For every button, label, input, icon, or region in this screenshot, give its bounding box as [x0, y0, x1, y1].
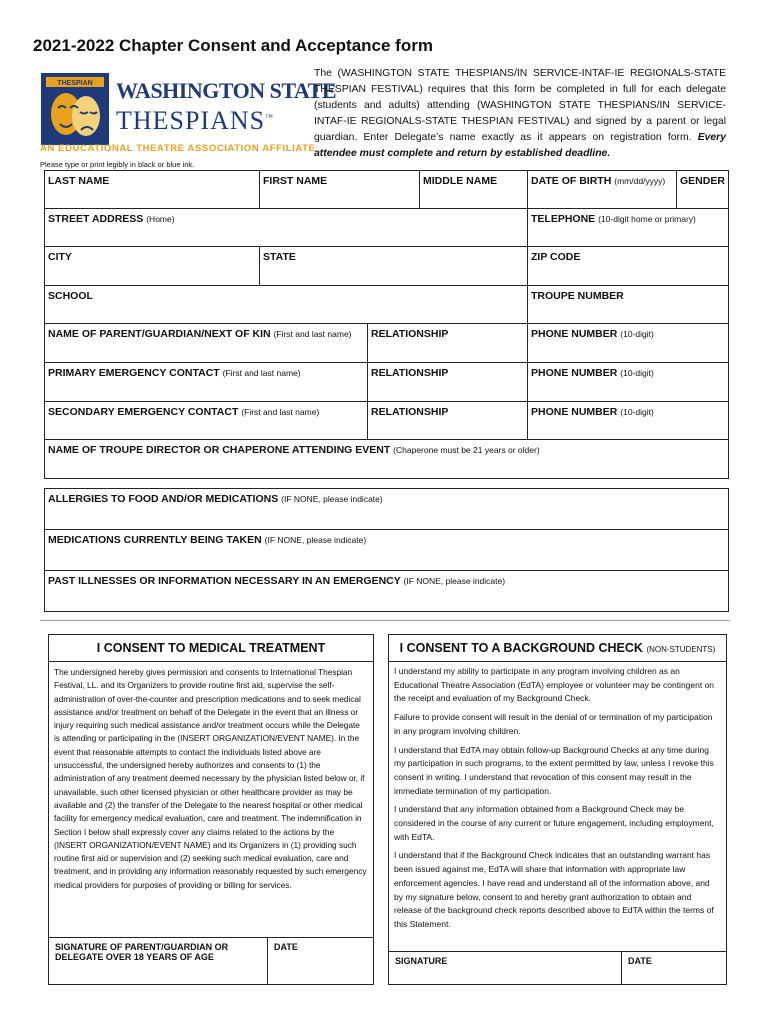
first-name-field[interactable]: FIRST NAME	[259, 171, 419, 208]
director-field[interactable]: NAME OF TROUPE DIRECTOR OR CHAPERONE ATTENDING EVENT (Chaperone must be 21 years or older)	[48, 444, 540, 456]
secondary-phone-field[interactable]: PHONE NUMBER (10-digit)	[527, 402, 728, 439]
medical-consent-heading: I CONSENT TO MEDICAL TREATMENT	[49, 635, 373, 662]
medications-row	[45, 530, 728, 571]
background-check-box	[388, 634, 727, 985]
illnesses-row	[45, 571, 728, 611]
state-field[interactable]: STATE	[259, 247, 527, 285]
background-paragraph: I understand that EdTA may obtain follow-up Background Checks at any time during my participation in such programs, to the extent permitted by law, unless I revoke this consent in writing. I understand that revocation of this consent may result in the immediate termination of my participation.	[394, 744, 714, 796]
mask-banner-text: THESPIAN	[57, 80, 93, 87]
name-row	[45, 171, 728, 209]
background-paragraph: I understand my ability to participate in any program involving children as an Educational Theatre Association (EdTA) employee or volunteer may be contingent on the receipt and evaluation of my Background Check.	[394, 666, 715, 704]
parent-row	[45, 324, 728, 363]
medical-signature-field[interactable]: SIGNATURE OF PARENT/GUARDIAN OR DELEGATE OVER 18 YEARS OF AGE	[55, 942, 229, 962]
intro-paragraph: The (WASHINGTON STATE THESPIANS/IN SERVICE-INTAF-IE REGIONALS-STATE THESPIAN FESTIVAL) requires that this form be completed in full for each delegate (students and adults) attending (WASHINGTON STATE THESPIANS/IN SERVICE-INTAF-IE REGIONALS-STATE THESPIAN FESTIVAL) and signed by a parent or legal guardian. Enter Delegate’s name exactly as it appears on registration form. Every attendee must complete and return by established deadline.	[314, 68, 726, 159]
primary-relationship-field[interactable]: RELATIONSHIP	[367, 363, 527, 401]
street-address-field[interactable]: STREET ADDRESS (Home)	[48, 213, 175, 225]
troupe-number-field[interactable]: TROUPE NUMBER	[527, 286, 728, 323]
primary-phone-field[interactable]: PHONE NUMBER (10-digit)	[527, 363, 728, 401]
medical-date-field[interactable]: DATE	[267, 938, 373, 984]
allergies-row	[45, 489, 728, 530]
primary-contact-field[interactable]: PRIMARY EMERGENCY CONTACT (First and last name)	[48, 367, 301, 379]
health-info-grid	[44, 488, 729, 612]
school-row	[45, 286, 728, 324]
parent-name-field[interactable]: NAME OF PARENT/GUARDIAN/NEXT OF KIN (First and last name)	[48, 328, 352, 340]
allergies-field[interactable]: ALLERGIES TO FOOD AND/OR MEDICATIONS (IF NONE, please indicate)	[48, 493, 383, 505]
background-paragraph: I understand that if the Background Check indicates that an outstanding warrant has been issued against me, EdTA will share that information with appropriate law enforcement agencies. I have read and understand all of the information above, and by my signature below, consent to and hereby grant authorization to obtain and release of the background check reports described above to EdTA within the terms of this Statement.	[394, 850, 714, 929]
background-check-heading: I CONSENT TO A BACKGROUND CHECK (NON-STUDENTS)	[389, 635, 726, 662]
middle-name-field[interactable]: MIDDLE NAME	[419, 171, 527, 208]
logo-line1: WASHINGTON STATE	[116, 78, 337, 103]
parent-relationship-field[interactable]: RELATIONSHIP	[367, 324, 527, 362]
background-signature-row	[389, 951, 726, 984]
telephone-field[interactable]: TELEPHONE (10-digit home or primary)	[527, 209, 728, 246]
parent-phone-field[interactable]: PHONE NUMBER (10-digit)	[527, 324, 728, 362]
deadline-note: Every attendee must complete and return by established deadline.	[314, 132, 726, 159]
background-paragraph: Failure to provide consent will result in the denial of or termination of my participation in any program involving children.	[394, 712, 713, 736]
theatre-masks-icon	[40, 72, 110, 146]
washington-state-thespians-logo	[40, 72, 337, 152]
ink-instruction: Please type or print legibly in black or blue ink.	[40, 160, 195, 169]
city-field[interactable]: CITY	[48, 251, 72, 263]
secondary-contact-field[interactable]: SECONDARY EMERGENCY CONTACT (First and last name)	[48, 406, 320, 418]
affiliate-tagline: AN EDUCATIONAL THEATRE ASSOCIATION AFFILIATE	[40, 143, 316, 154]
background-paragraph: I understand that any information obtained from a Background Check may be considered in the course of any current or future engagement, including employment, with EdTA.	[394, 804, 714, 842]
background-signature-field[interactable]: SIGNATURE	[395, 956, 448, 966]
city-row	[45, 247, 728, 286]
primary-contact-row	[45, 363, 728, 402]
section-divider	[40, 620, 730, 621]
page-title: 2021-2022 Chapter Consent and Acceptance form	[33, 36, 433, 55]
dob-field[interactable]: DATE OF BIRTH (mm/dd/yyyy)	[527, 171, 676, 208]
last-name-field[interactable]: LAST NAME	[48, 175, 110, 187]
medical-signature-row	[49, 937, 373, 984]
gender-field[interactable]: GENDER	[676, 171, 728, 208]
secondary-contact-row	[45, 402, 728, 440]
delegate-info-grid	[44, 170, 729, 479]
address-row	[45, 209, 728, 247]
zip-field[interactable]: ZIP CODE	[527, 247, 728, 285]
secondary-relationship-field[interactable]: RELATIONSHIP	[367, 402, 527, 439]
medical-consent-text: The undersigned hereby gives permission and consents to International Thespian Festival, LL. and its Organizers to provide routine first aid, supervise the self-administration of over-the-counter and prescription medications and to seek medical assistance and/or treatment on behalf of the Delegate in the event that an illness or injury requiring such medical assistance and/or treatment occurs while the Delegate is attending or participating in the (INSERT ORGANIZATION/EVENT NAME). In the event that reasonable attempts to contact the individuals listed above are unsuccessful, the undersigned hereby authorizes and consents to (1) the administration of any treatment deemed necessary by the physician listed below or, if unavailable, such other licensed physician or other healthcare provider as may be available and (2) the transfer of the Delegate to the nearest hospital or other medical facility for emergency medical evaluation, care and treatment. The indemnification in Section I below shall expressly cover any claims related to the actions by the (INSERT ORGANIZATION/EVENT NAME) and its Organizers in (1) providing such routine first aid or supervision and (2) seeking such medical evaluation, care and treatment, and in providing any information reasonably requested by such emergency medical providers for purposes of providing or billing for services.	[54, 667, 367, 890]
school-field[interactable]: SCHOOL	[48, 290, 93, 302]
medical-consent-box	[48, 634, 374, 985]
director-row	[45, 440, 728, 478]
logo-line2: THESPIANS™	[116, 106, 274, 135]
background-date-field[interactable]: DATE	[621, 952, 726, 984]
illnesses-field[interactable]: PAST ILLNESSES OR INFORMATION NECESSARY IN AN EMERGENCY (IF NONE, please indicate)	[48, 575, 506, 587]
background-check-text	[389, 662, 726, 932]
medications-field[interactable]: MEDICATIONS CURRENTLY BEING TAKEN (IF NONE, please indicate)	[48, 534, 367, 546]
